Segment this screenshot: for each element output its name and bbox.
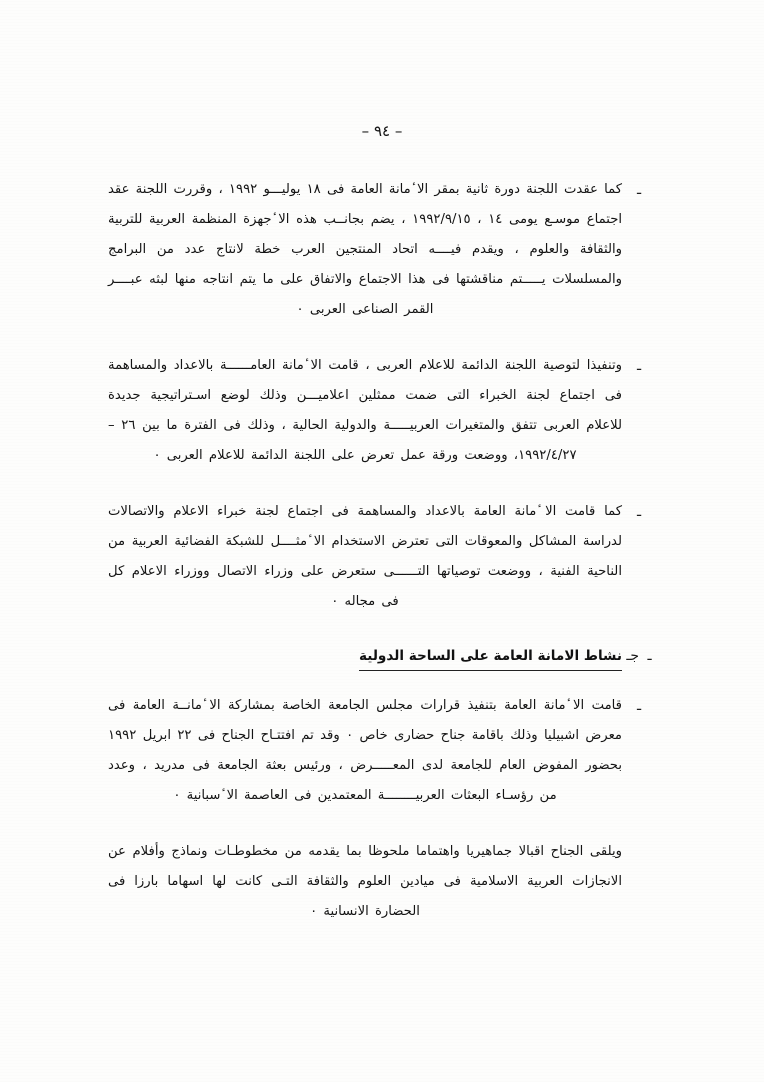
heading-dash-icon: ـ [647,648,652,664]
paragraph-text: كما عقدت اللجنة دورة ثانية بمقر الا ٔمانة العامة فى ١٨ يوليـــو ١٩٩٢ ، وقررت اللجنة عقد اجتماع موسـع يومى ١٤ ، ١٩٩٢/٩/١٥ ، يضم بجانــب هذه الا ٔجهزة المنظمة العربية للتربية والثقافة والعلوم ، ويقدم فيــــه اتحاد المنتجين العرب خطة لانتاج عدد من البرامج والمسلسلات يـــــتم مناقشتها فى هذا الاجتماع والاتفاق على ما يتم انتاجه منها لبثه عبــــر القمر الصناعى العربى ٠ [108,182,623,317]
bullet-dash-icon: ـ [636,504,642,520]
heading-marker [622,643,656,669]
paragraph-text: ويلقى الجناح اقبالا جماهيريا واهتماما ملحوظا بما يقدمه من مخطوطـات ونماذج وأفلام عن الانجازات العربية الاسلامية فى ميادين العلوم والثقافة التـى كانت لها اسهاما بارزا فى الحضارة الانسانية ٠ [108,844,622,919]
list-item [108,351,656,471]
bullet-dash-icon: ـ [636,358,642,374]
paragraph-text: وتنفيذا لتوصية اللجنة الدائمة للاعلام العربى ، قامت الا ٔمانة العامــــــة بالاعداد والمساهمة فى اجتماع لجنة الخبراء التى ضمت ممثلين اعلاميـــن وذلك لوضع اسـتراتيجية جديدة للاعلام العربى تتفق والمتغيرات العربيـــــة والدولية الحالية ، وذلك فى الفترة ما بين ٢٦ – ١٩٩٢/٤/٢٧، ووضعت ورقة عمل تعرض على اللجنة الدائمة للاعلام العربى ٠ [108,358,622,463]
list-item [108,691,656,811]
bullet-dash-icon: ـ [636,698,642,714]
bullet-dash-icon: ـ [636,182,642,198]
page-content [108,175,656,951]
paragraph-text: كما قامت الا ٔمانة العامة بالاعداد والمساهمة فى اجتماع لجنة خبراء الاعلام والاتصالات لدراسة المشاكل والمعوقات التى تعترض الاستخدام الا ٔمثــــل للشبكة الفضائية العربية من الناحية الفنية ، ووضعت توصياتها التــــــى ستعرض على وزراء الاتصال ووزراء الاعلام كل فى مجاله ٠ [108,504,622,609]
paragraph-text: قامت الا ٔمانة العامة بتنفيذ قرارات مجلس الجامعة الخاصة بمشاركة الا ٔمانــة العامة فى معرض اشبيليا وذلك باقامة جناح حضارى خاص ٠ وقد تم افتتـاح الجناح فى ٢٢ ابريل ١٩٩٢ بحضور المفوض العام للجامعة لدى المعـــــرض ، ورئيس بعثة الجامعة فى مدريد ، وعدد من رؤسـاء البعثات العربيــــــــة المعتمدين فى العاصمة الا ٔسبانية ٠ [108,698,622,803]
list-item [108,175,656,325]
heading-letter: جـ [626,648,640,664]
paragraph-block [108,837,656,927]
list-item [108,497,656,617]
page-number: – ٩٤ – [361,122,403,140]
heading-title: نشاط الامانة العامة على الساحة الدولية [359,643,622,671]
section-heading [108,643,656,671]
